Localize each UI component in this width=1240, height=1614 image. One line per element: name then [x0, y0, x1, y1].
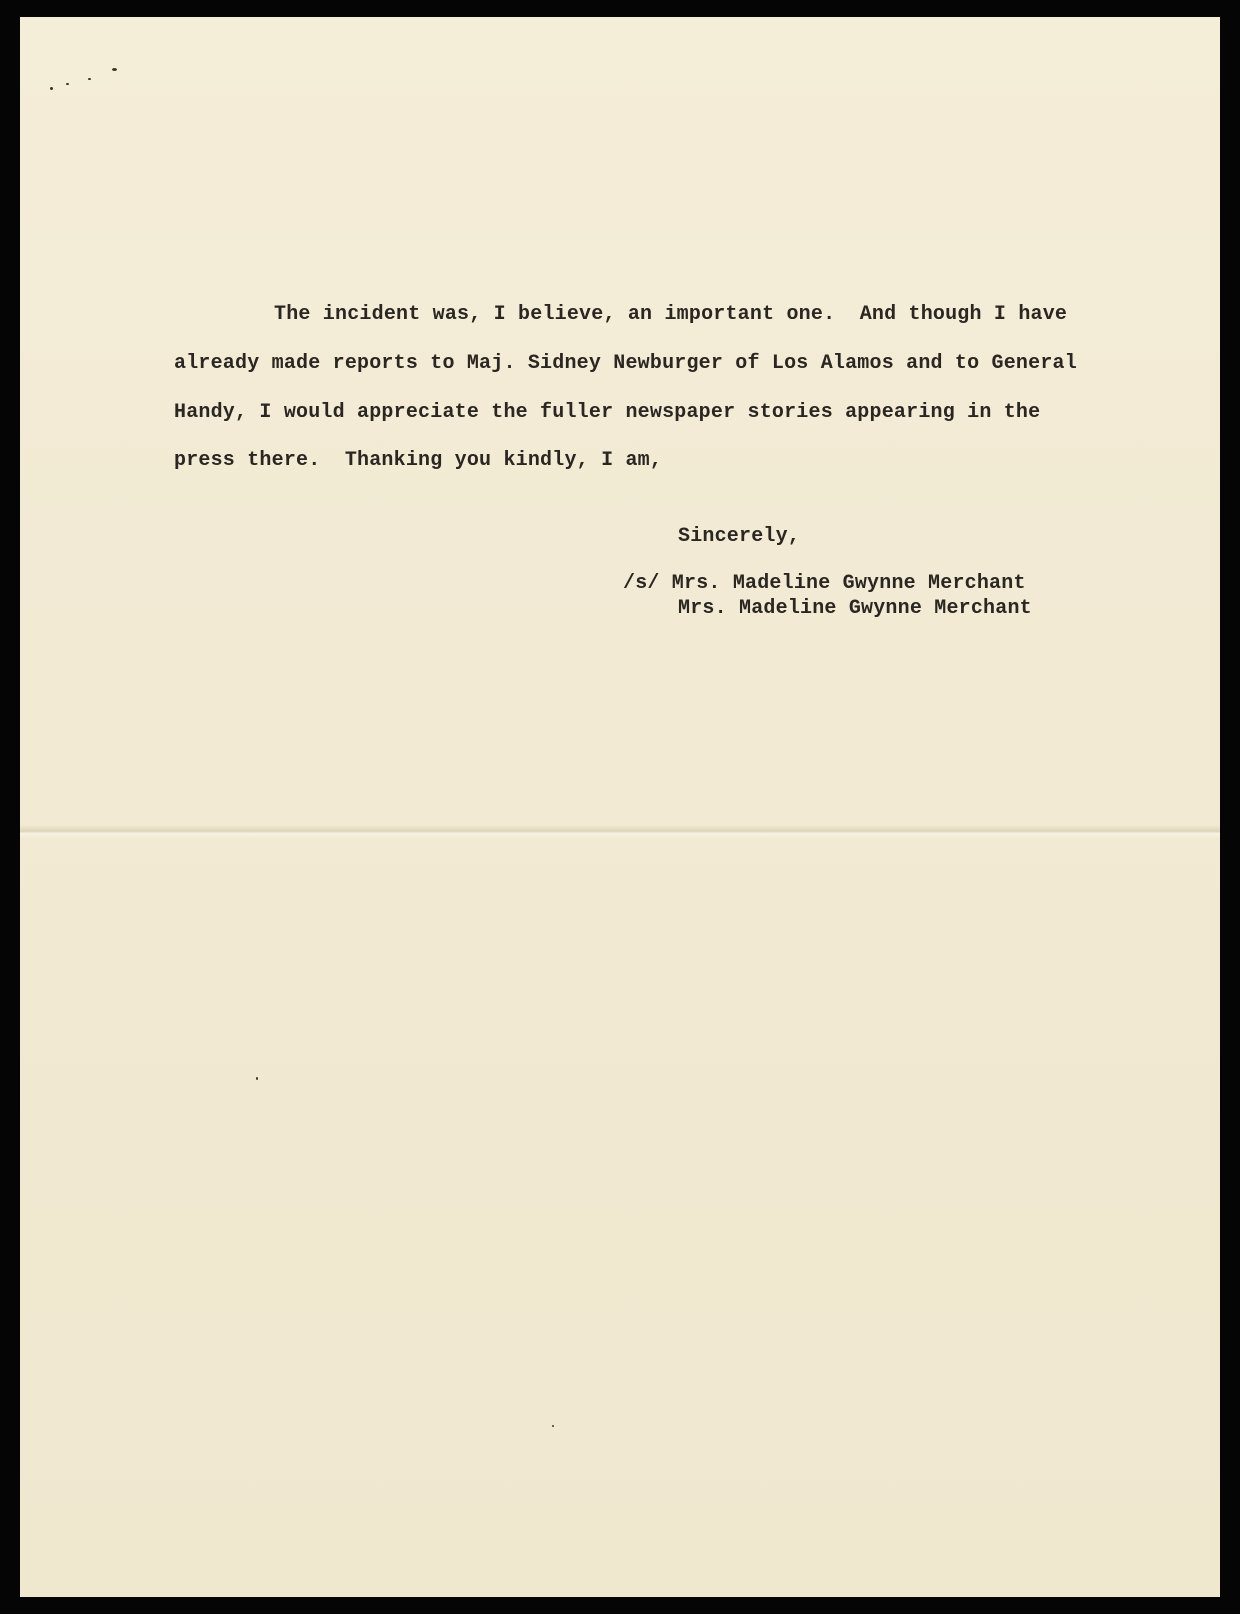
letter-body-line-1: [174, 303, 1067, 326]
fold-line: [20, 825, 1220, 839]
ink-speck: [552, 1425, 554, 1427]
ink-speck: [88, 78, 91, 80]
ink-speck: [66, 83, 69, 85]
letter-body-line-3: Handy, I would appreciate the fuller newspaper stories appearing in the: [174, 401, 1041, 424]
letter-body-line-1-text: The incident was, I believe, an important one. And though I have: [274, 303, 1068, 326]
ink-speck: [50, 87, 53, 90]
ink-speck: [256, 1077, 258, 1080]
letter-body-line-4: press there. Thanking you kindly, I am,: [174, 449, 663, 472]
letter-page: [20, 17, 1220, 1597]
letter-body-line-2: already made reports to Maj. Sidney Newburger of Los Alamos and to General: [174, 352, 1077, 375]
signature-line: /s/ Mrs. Madeline Gwynne Merchant: [623, 572, 1026, 595]
ink-speck: [112, 68, 117, 71]
letter-closing: Sincerely,: [678, 525, 801, 548]
typed-name: Mrs. Madeline Gwynne Merchant: [678, 597, 1032, 620]
